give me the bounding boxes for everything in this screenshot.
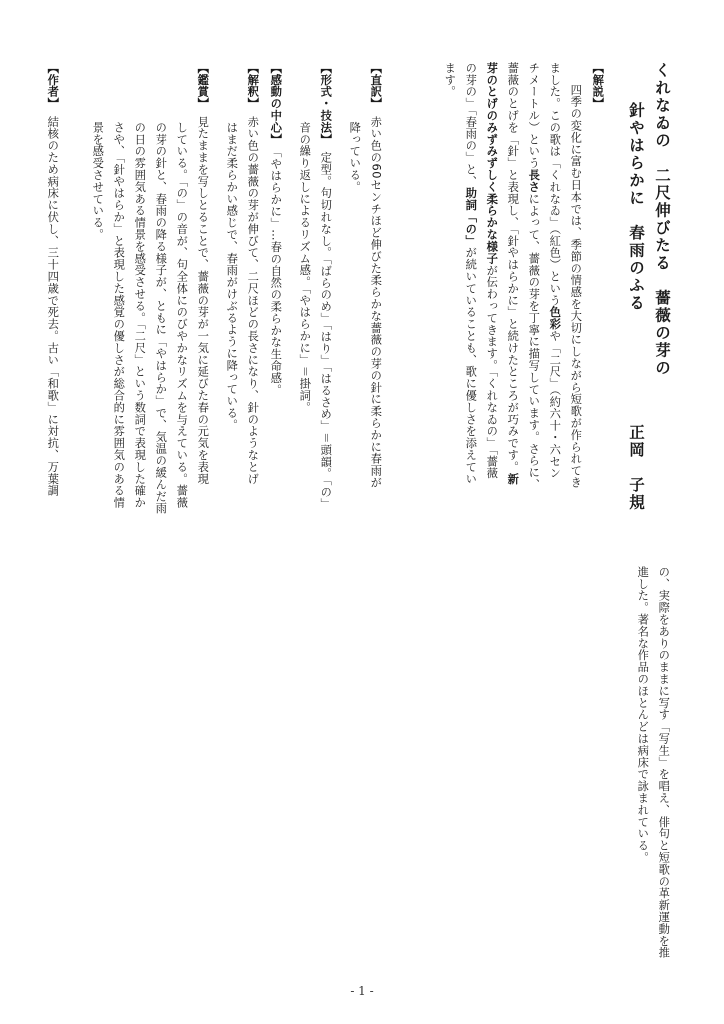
keishiki-text-1: 定型。句切れなし。「ばらのめ」「はり」「はるさめ」＝頭韻。「の」 bbox=[319, 139, 333, 510]
kanshou-line-5: さや、「針やはらか」と表現した感覚の優しさが総合的に雰囲気のある情 bbox=[112, 62, 126, 509]
poem-line-1: くれなゐの 二尺伸びたる 薔薇の芽の bbox=[653, 62, 671, 377]
kanshou-line-4: の日の雰囲気ある情景を感受させる。「二尺」という数詞で表現した確か bbox=[133, 62, 147, 509]
sakusha-line-1 bbox=[47, 62, 58, 497]
kaisetsu-line-1: 四季の変化に富む日本では、季節の情感を大切にしながら短歌が作られてき bbox=[569, 72, 583, 489]
kanshou-line-1 bbox=[197, 62, 208, 485]
chokuyaku-heading: 【直訳】 bbox=[369, 62, 383, 104]
sakusha-heading: 【作者】 bbox=[46, 62, 60, 104]
poem-author: 正岡 子規 bbox=[627, 424, 645, 512]
sakusha-line-2: の、実際をありのままに写す「写生」を唱え、俳句と短歌の革新運動を推 bbox=[657, 566, 671, 959]
chokuyaku-line-2: 降っている。 bbox=[348, 62, 362, 193]
kaishaku-text-1: 赤い色の薔薇の芽が伸びて、二尺ほどの長さになり、針のようなとげ bbox=[246, 103, 260, 485]
chokuyaku-line-1 bbox=[370, 62, 381, 488]
kaisetsu-bold-iro: 色彩 bbox=[548, 306, 562, 331]
kaisetsu-line-2: ました。この歌は「くれなゐ」（紅色）という色彩や「二尺」（約六十・六セン bbox=[548, 62, 562, 480]
kaisetsu-line-6: の芽の」「春雨の」と、助詞「の」が続いていることも、歌に優しさを添えてい bbox=[464, 62, 478, 485]
sakusha-text-1: 結核のため病床に伏し、三十四歳で死去。古い「和歌」に対抗、万葉調 bbox=[46, 103, 60, 497]
kanshou-line-6: 景を感受させている。 bbox=[91, 62, 105, 241]
kanshou-text-1: 見たままを写しとることで、薔薇の芽が一気に延びた春の元気を表現 bbox=[196, 103, 210, 485]
poem-line-2: 針やはらかに 春雨のふる bbox=[627, 102, 645, 312]
kaisetsu-line-4: 薔薇のとげを「針」と表現し、「針やはらかに」と続けたところが巧みです。新 bbox=[506, 62, 520, 485]
chokuyaku-text-1: 赤い色の60センチほど伸びた柔らかな薔薇の芽の針に柔らかに春雨が bbox=[369, 103, 383, 489]
kandou-text-1: 「やはらかに」…春の自然の柔らかな生命感。 bbox=[269, 139, 283, 396]
kaishaku-line-1 bbox=[247, 62, 258, 485]
kaisetsu-bold-naga: 長さ bbox=[527, 169, 541, 193]
keishiki-line-1 bbox=[320, 62, 331, 510]
kaisetsu-bold-joshi: 助詞「の」 bbox=[464, 187, 478, 247]
kaisetsu-bold-shin: 新 bbox=[506, 472, 520, 485]
kaishaku-line-2: はまだ柔らかい感じで、春雨がけぶるように降っている。 bbox=[225, 62, 239, 431]
kanshou-line-3: の芽の針と、春雨の降る様子が、ともに「やはらか」で、気温の緩んだ雨 bbox=[154, 62, 168, 515]
kaishaku-heading: 【解釈】 bbox=[246, 62, 260, 104]
kaisetsu-line-5: 芽のとげのみずみずしく柔らかな様子が伝わってきます。「くれなゐの」「薔薇 bbox=[485, 62, 499, 480]
kandou-heading: 【感動の中心】 bbox=[269, 62, 283, 140]
kaisetsu-line-3: チメートル）という長さによって、薔薇の芽を丁寧に描写しています。さらに、 bbox=[527, 62, 541, 491]
kanshou-line-2: している。「の」の音が、句全体にのびやかなリズムを与えている。薔薇 bbox=[175, 62, 189, 509]
keishiki-heading: 【形式・技法】 bbox=[319, 62, 333, 140]
page-number: - 1 - bbox=[350, 984, 374, 998]
keishiki-line-2: 音の繰り返しによるリズム感。「やはらかに」＝掛詞。 bbox=[298, 62, 312, 414]
kaisetsu-line-7: ます。 bbox=[443, 62, 457, 98]
kaisetsu-heading: 【解説】 bbox=[591, 62, 605, 110]
sakusha-line-3: 進した。著名な作品のほとんどは病床で詠まれている。 bbox=[636, 566, 650, 864]
kaisetsu-bold-line5: 芽のとげのみずみずしく柔らかな様子 bbox=[485, 62, 499, 265]
kanshou-heading: 【鑑賞】 bbox=[196, 62, 210, 104]
kandou-line-1 bbox=[270, 62, 281, 396]
